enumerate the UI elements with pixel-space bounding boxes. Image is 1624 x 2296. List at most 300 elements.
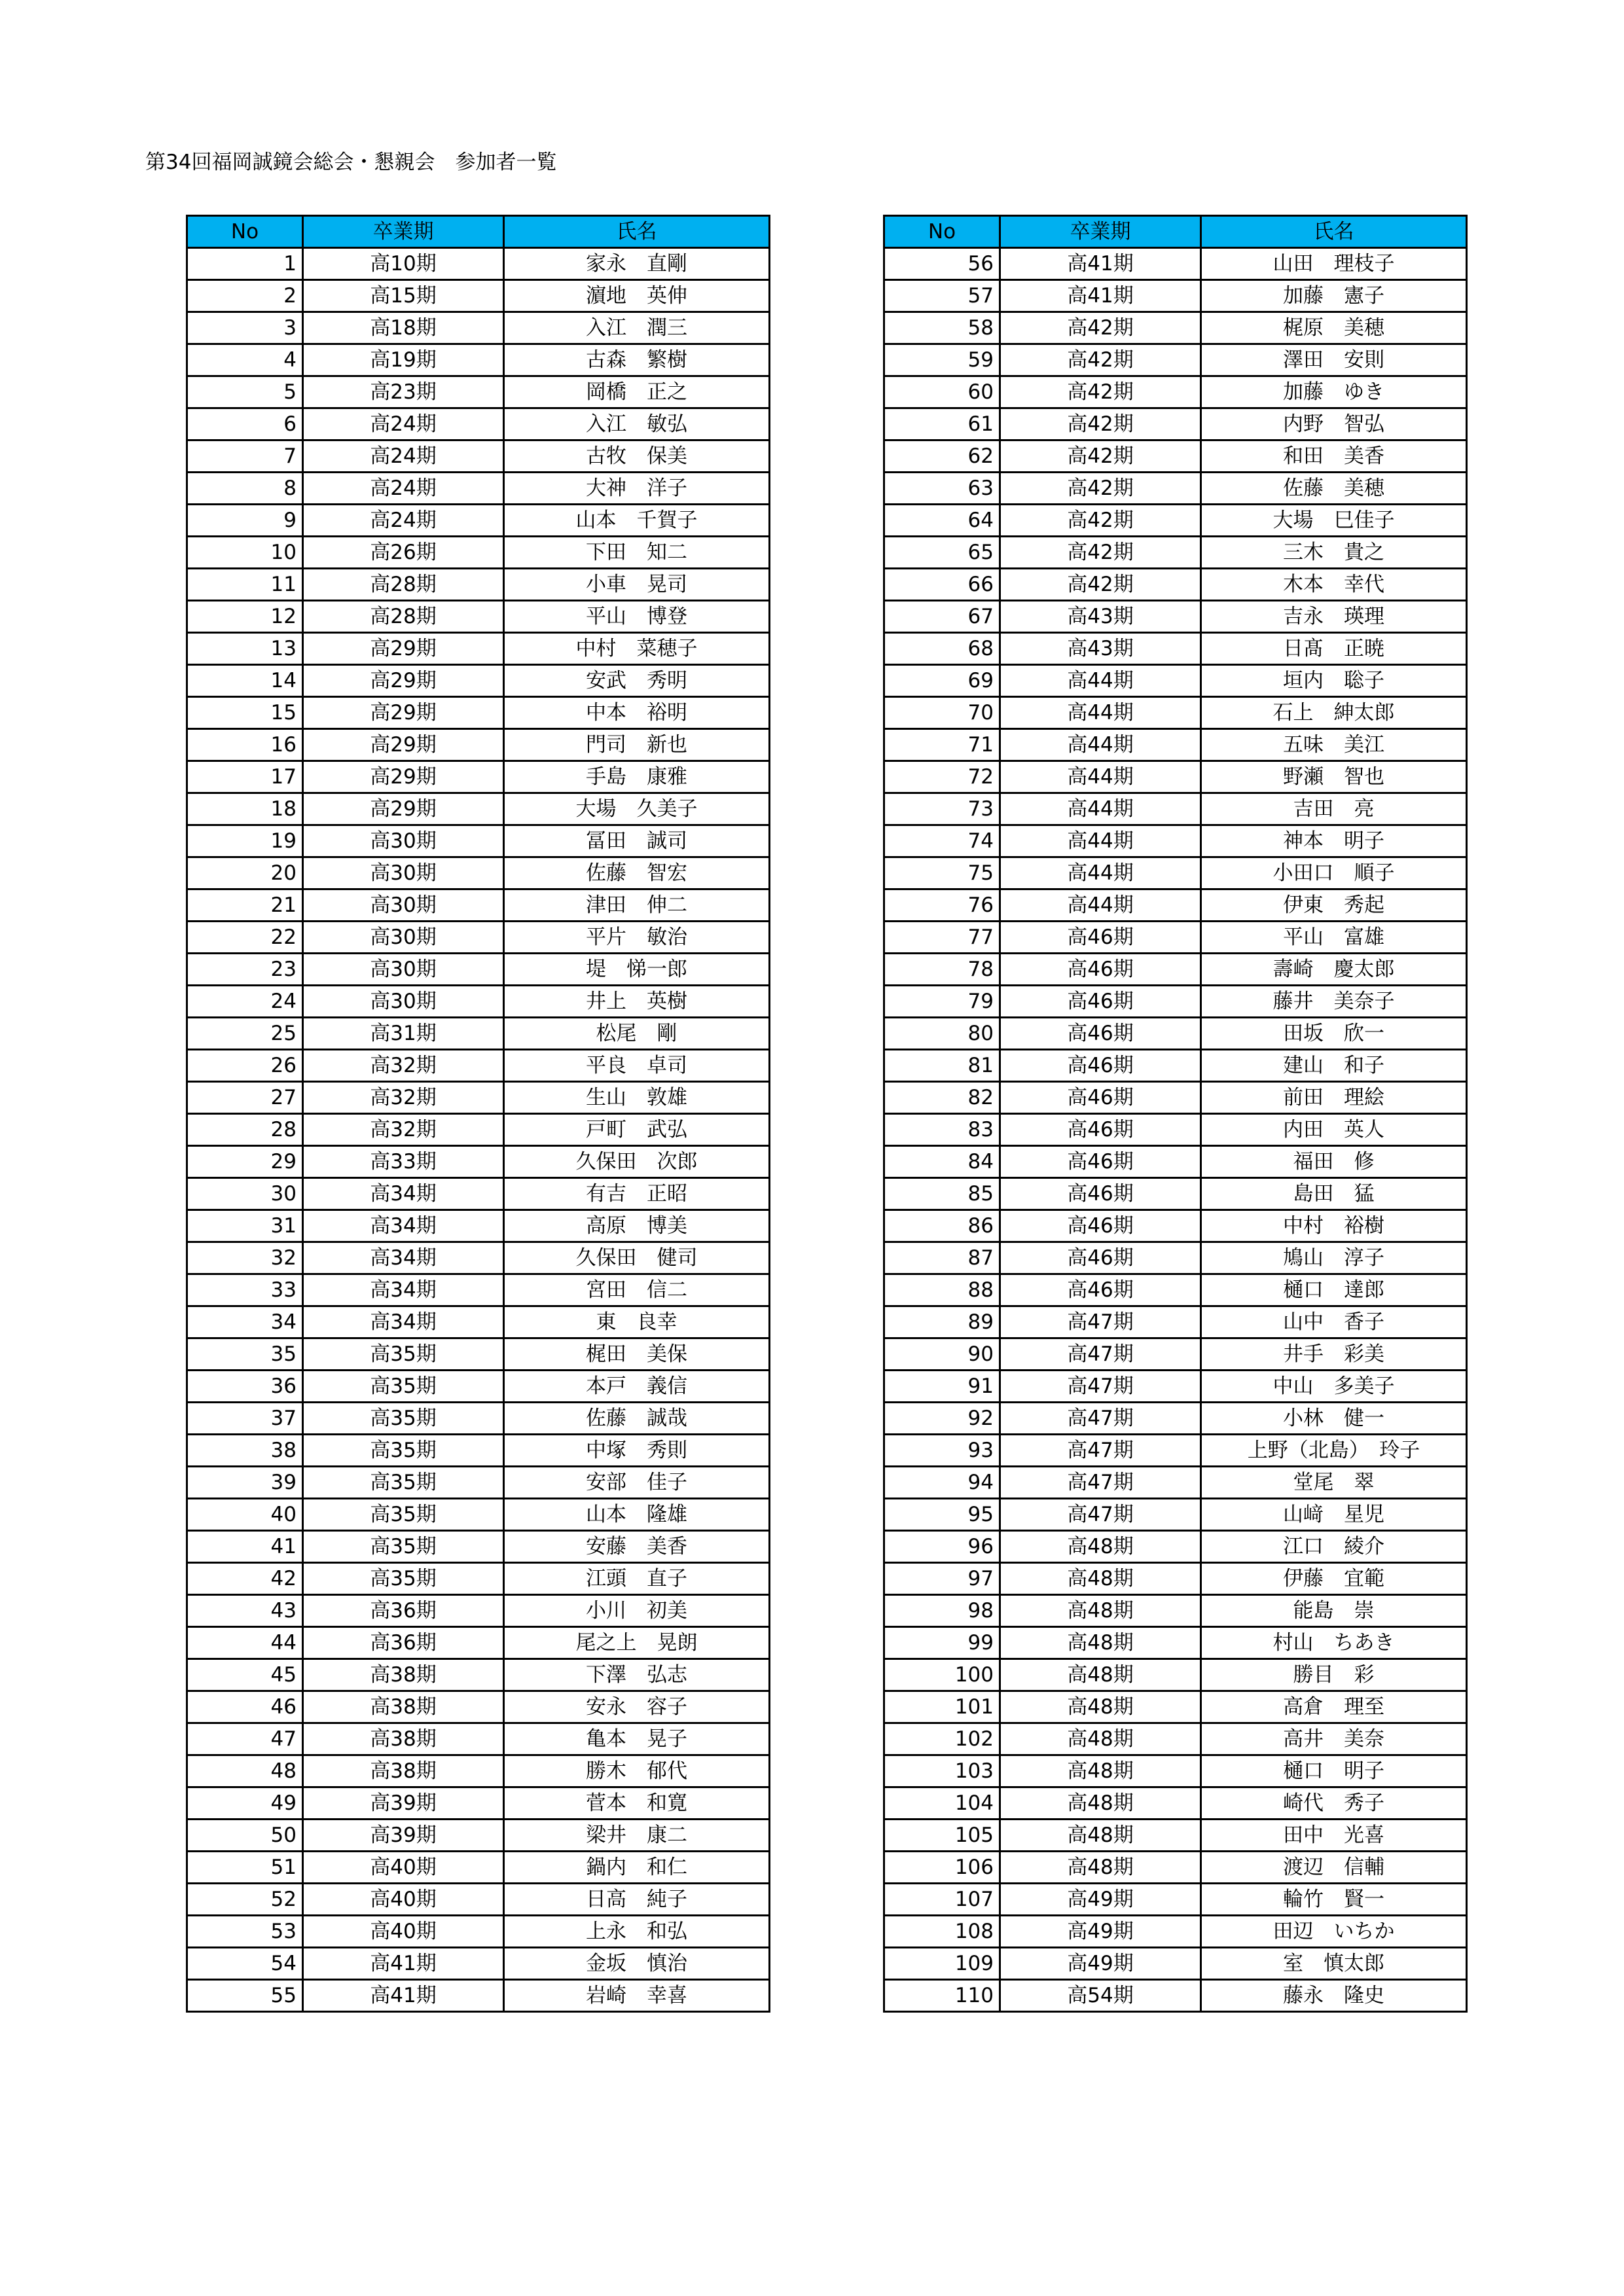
no-cell: 108	[884, 1916, 1000, 1948]
name-cell: 樋口 明子	[1201, 1755, 1467, 1787]
table-row	[884, 793, 1467, 825]
name-cell: 室 慎太郎	[1201, 1948, 1467, 1980]
name-cell: 冨田 誠司	[504, 825, 770, 857]
no-cell: 99	[884, 1627, 1000, 1659]
no-cell: 26	[187, 1050, 303, 1082]
period-cell: 高34期	[303, 1178, 504, 1210]
header-no: No	[884, 216, 1000, 248]
table-row	[884, 1627, 1467, 1659]
no-cell: 37	[187, 1403, 303, 1435]
table-row	[884, 248, 1467, 280]
no-cell: 68	[884, 633, 1000, 665]
table-row	[884, 1242, 1467, 1274]
no-cell: 36	[187, 1371, 303, 1403]
period-cell: 高35期	[303, 1531, 504, 1563]
no-cell: 39	[187, 1467, 303, 1499]
period-cell: 高47期	[1000, 1403, 1201, 1435]
no-cell: 85	[884, 1178, 1000, 1210]
no-cell: 27	[187, 1082, 303, 1114]
no-cell: 107	[884, 1884, 1000, 1916]
no-cell: 31	[187, 1210, 303, 1242]
name-cell: 尾之上 晃朗	[504, 1627, 770, 1659]
name-cell: 中村 菜穂子	[504, 633, 770, 665]
name-cell: 澤田 安則	[1201, 344, 1467, 376]
table-row	[884, 889, 1467, 922]
no-cell: 57	[884, 280, 1000, 312]
no-cell: 65	[884, 537, 1000, 569]
name-cell: 山田 理枝子	[1201, 248, 1467, 280]
table-row	[884, 1018, 1467, 1050]
table-row	[187, 473, 770, 505]
period-cell: 高35期	[303, 1338, 504, 1371]
table-row	[884, 1467, 1467, 1499]
period-cell: 高29期	[303, 697, 504, 729]
name-cell: 福田 修	[1201, 1146, 1467, 1178]
no-cell: 35	[187, 1338, 303, 1371]
name-cell: 島田 猛	[1201, 1178, 1467, 1210]
no-cell: 43	[187, 1595, 303, 1627]
period-cell: 高36期	[303, 1595, 504, 1627]
name-cell: 堂尾 翠	[1201, 1467, 1467, 1499]
no-cell: 72	[884, 761, 1000, 793]
table-row	[187, 248, 770, 280]
table-row	[187, 889, 770, 922]
no-cell: 82	[884, 1082, 1000, 1114]
table-row	[884, 1050, 1467, 1082]
header-name: 氏名	[504, 216, 770, 248]
name-cell: 内野 智弘	[1201, 408, 1467, 440]
table-row	[884, 1306, 1467, 1338]
table-row	[884, 1884, 1467, 1916]
period-cell: 高46期	[1000, 1050, 1201, 1082]
no-cell: 56	[884, 248, 1000, 280]
name-cell: 村山 ちあき	[1201, 1627, 1467, 1659]
period-cell: 高29期	[303, 633, 504, 665]
table-row	[884, 344, 1467, 376]
no-cell: 28	[187, 1114, 303, 1146]
period-cell: 高44期	[1000, 729, 1201, 761]
period-cell: 高26期	[303, 537, 504, 569]
period-cell: 高44期	[1000, 857, 1201, 889]
no-cell: 95	[884, 1499, 1000, 1531]
no-cell: 76	[884, 889, 1000, 922]
table-row	[187, 1467, 770, 1499]
table-row	[187, 1723, 770, 1755]
no-cell: 102	[884, 1723, 1000, 1755]
no-cell: 13	[187, 633, 303, 665]
name-cell: 山本 千賀子	[504, 505, 770, 537]
period-cell: 高47期	[1000, 1467, 1201, 1499]
period-cell: 高46期	[1000, 922, 1201, 954]
table-row	[187, 1435, 770, 1467]
no-cell: 25	[187, 1018, 303, 1050]
table-row	[884, 569, 1467, 601]
table-row	[884, 1371, 1467, 1403]
period-cell: 高35期	[303, 1435, 504, 1467]
name-cell: 佐藤 智宏	[504, 857, 770, 889]
period-cell: 高40期	[303, 1884, 504, 1916]
table-row	[187, 665, 770, 697]
table-row	[187, 1852, 770, 1884]
name-cell: 崎代 秀子	[1201, 1787, 1467, 1820]
period-cell: 高48期	[1000, 1627, 1201, 1659]
table-row	[187, 569, 770, 601]
name-cell: 平片 敏治	[504, 922, 770, 954]
period-cell: 高48期	[1000, 1755, 1201, 1787]
name-cell: 梁井 康二	[504, 1820, 770, 1852]
table-row	[187, 1338, 770, 1371]
name-cell: 古牧 保美	[504, 440, 770, 473]
period-cell: 高48期	[1000, 1595, 1201, 1627]
period-cell: 高44期	[1000, 889, 1201, 922]
table-row	[884, 729, 1467, 761]
name-cell: 前田 理絵	[1201, 1082, 1467, 1114]
period-cell: 高42期	[1000, 312, 1201, 344]
no-cell: 60	[884, 376, 1000, 408]
name-cell: 勝木 郁代	[504, 1755, 770, 1787]
name-cell: 大神 洋子	[504, 473, 770, 505]
name-cell: 藤永 隆史	[1201, 1980, 1467, 2012]
no-cell: 109	[884, 1948, 1000, 1980]
name-cell: 高倉 理至	[1201, 1691, 1467, 1723]
name-cell: 堤 悌一郎	[504, 954, 770, 986]
no-cell: 98	[884, 1595, 1000, 1627]
period-cell: 高15期	[303, 280, 504, 312]
period-cell: 高42期	[1000, 376, 1201, 408]
name-cell: 上永 和弘	[504, 1916, 770, 1948]
no-cell: 29	[187, 1146, 303, 1178]
period-cell: 高42期	[1000, 473, 1201, 505]
name-cell: 内田 英人	[1201, 1114, 1467, 1146]
header-name: 氏名	[1201, 216, 1467, 248]
table-row	[187, 954, 770, 986]
name-cell: 野瀬 智也	[1201, 761, 1467, 793]
period-cell: 高42期	[1000, 537, 1201, 569]
name-cell: 家永 直剛	[504, 248, 770, 280]
period-cell: 高34期	[303, 1274, 504, 1306]
period-cell: 高47期	[1000, 1306, 1201, 1338]
no-cell: 89	[884, 1306, 1000, 1338]
period-cell: 高31期	[303, 1018, 504, 1050]
table-row	[187, 1531, 770, 1563]
table-row	[884, 376, 1467, 408]
period-cell: 高35期	[303, 1403, 504, 1435]
name-cell: 下澤 弘志	[504, 1659, 770, 1691]
name-cell: 平山 富雄	[1201, 922, 1467, 954]
period-cell: 高46期	[1000, 1210, 1201, 1242]
table-row	[884, 1210, 1467, 1242]
period-cell: 高46期	[1000, 1274, 1201, 1306]
table-row	[884, 473, 1467, 505]
period-cell: 高44期	[1000, 697, 1201, 729]
period-cell: 高42期	[1000, 569, 1201, 601]
name-cell: 梶原 美穂	[1201, 312, 1467, 344]
period-cell: 高42期	[1000, 440, 1201, 473]
no-cell: 17	[187, 761, 303, 793]
name-cell: 井手 彩美	[1201, 1338, 1467, 1371]
table-row	[884, 954, 1467, 986]
no-cell: 67	[884, 601, 1000, 633]
no-cell: 71	[884, 729, 1000, 761]
name-cell: 中山 多美子	[1201, 1371, 1467, 1403]
no-cell: 52	[187, 1884, 303, 1916]
name-cell: 田中 光喜	[1201, 1820, 1467, 1852]
name-cell: 和田 美香	[1201, 440, 1467, 473]
name-cell: 金坂 慎治	[504, 1948, 770, 1980]
table-row	[187, 601, 770, 633]
table-row	[884, 601, 1467, 633]
name-cell: 田坂 欣一	[1201, 1018, 1467, 1050]
no-cell: 48	[187, 1755, 303, 1787]
table-row	[884, 633, 1467, 665]
period-cell: 高42期	[1000, 505, 1201, 537]
no-cell: 44	[187, 1627, 303, 1659]
table-row	[884, 1820, 1467, 1852]
no-cell: 92	[884, 1403, 1000, 1435]
table-row	[884, 857, 1467, 889]
no-cell: 3	[187, 312, 303, 344]
no-cell: 22	[187, 922, 303, 954]
table-row	[187, 1114, 770, 1146]
period-cell: 高33期	[303, 1146, 504, 1178]
name-cell: 上野（北島） 玲子	[1201, 1435, 1467, 1467]
name-cell: 平山 博登	[504, 601, 770, 633]
period-cell: 高40期	[303, 1916, 504, 1948]
period-cell: 高38期	[303, 1659, 504, 1691]
table-row	[884, 1755, 1467, 1787]
no-cell: 8	[187, 473, 303, 505]
no-cell: 58	[884, 312, 1000, 344]
no-cell: 21	[187, 889, 303, 922]
table-row	[187, 729, 770, 761]
no-cell: 66	[884, 569, 1000, 601]
document-title: 第34回福岡誠鏡会総会・懇親会 参加者一覧	[145, 151, 557, 174]
name-cell: 伊東 秀起	[1201, 889, 1467, 922]
no-cell: 80	[884, 1018, 1000, 1050]
name-cell: 岩崎 幸喜	[504, 1980, 770, 2012]
table-row	[187, 1595, 770, 1627]
no-cell: 51	[187, 1852, 303, 1884]
table-row	[187, 697, 770, 729]
period-cell: 高46期	[1000, 1018, 1201, 1050]
table-row	[884, 1852, 1467, 1884]
no-cell: 106	[884, 1852, 1000, 1884]
period-cell: 高24期	[303, 473, 504, 505]
name-cell: 日高 純子	[504, 1884, 770, 1916]
table-row	[187, 793, 770, 825]
no-cell: 47	[187, 1723, 303, 1755]
period-cell: 高38期	[303, 1755, 504, 1787]
name-cell: 小車 晃司	[504, 569, 770, 601]
table-row	[187, 505, 770, 537]
table-row	[187, 1820, 770, 1852]
table-row	[187, 761, 770, 793]
name-cell: 小田口 順子	[1201, 857, 1467, 889]
participant-table-left	[186, 215, 770, 2013]
period-cell: 高29期	[303, 729, 504, 761]
period-cell: 高24期	[303, 408, 504, 440]
name-cell: 安武 秀明	[504, 665, 770, 697]
period-cell: 高54期	[1000, 1980, 1201, 2012]
name-cell: 安部 佳子	[504, 1467, 770, 1499]
period-cell: 高48期	[1000, 1852, 1201, 1884]
name-cell: 門司 新也	[504, 729, 770, 761]
name-cell: 江頭 直子	[504, 1563, 770, 1595]
name-cell: 戸町 武弘	[504, 1114, 770, 1146]
period-cell: 高29期	[303, 761, 504, 793]
name-cell: 中村 裕樹	[1201, 1210, 1467, 1242]
name-cell: 日髙 正暁	[1201, 633, 1467, 665]
no-cell: 6	[187, 408, 303, 440]
name-cell: 加藤 ゆき	[1201, 376, 1467, 408]
table-row	[187, 1274, 770, 1306]
table-row	[187, 1050, 770, 1082]
period-cell: 高24期	[303, 505, 504, 537]
period-cell: 高46期	[1000, 1178, 1201, 1210]
period-cell: 高44期	[1000, 665, 1201, 697]
name-cell: 亀本 晃子	[504, 1723, 770, 1755]
no-cell: 104	[884, 1787, 1000, 1820]
no-cell: 53	[187, 1916, 303, 1948]
period-cell: 高39期	[303, 1787, 504, 1820]
no-cell: 59	[884, 344, 1000, 376]
no-cell: 42	[187, 1563, 303, 1595]
period-cell: 高41期	[1000, 248, 1201, 280]
table-row	[187, 1178, 770, 1210]
name-cell: 大場 巳佳子	[1201, 505, 1467, 537]
no-cell: 2	[187, 280, 303, 312]
name-cell: 津田 伸二	[504, 889, 770, 922]
period-cell: 高48期	[1000, 1531, 1201, 1563]
no-cell: 38	[187, 1435, 303, 1467]
period-cell: 高38期	[303, 1723, 504, 1755]
name-cell: 有吉 正昭	[504, 1178, 770, 1210]
table-row	[884, 1178, 1467, 1210]
table-row	[884, 280, 1467, 312]
no-cell: 88	[884, 1274, 1000, 1306]
name-cell: 高井 美奈	[1201, 1723, 1467, 1755]
name-cell: 小林 健一	[1201, 1403, 1467, 1435]
table-row	[884, 1531, 1467, 1563]
table-row	[187, 1242, 770, 1274]
table-row	[884, 1595, 1467, 1627]
name-cell: 建山 和子	[1201, 1050, 1467, 1082]
table-row	[187, 633, 770, 665]
table-row	[187, 1563, 770, 1595]
table-row	[187, 537, 770, 569]
no-cell: 77	[884, 922, 1000, 954]
table-row	[187, 1210, 770, 1242]
period-cell: 高48期	[1000, 1820, 1201, 1852]
period-cell: 高35期	[303, 1499, 504, 1531]
no-cell: 70	[884, 697, 1000, 729]
name-cell: 藤井 美奈子	[1201, 986, 1467, 1018]
name-cell: 木本 幸代	[1201, 569, 1467, 601]
table-row	[884, 312, 1467, 344]
period-cell: 高35期	[303, 1563, 504, 1595]
no-cell: 1	[187, 248, 303, 280]
table-row	[187, 344, 770, 376]
period-cell: 高46期	[1000, 954, 1201, 986]
name-cell: 大場 久美子	[504, 793, 770, 825]
period-cell: 高48期	[1000, 1659, 1201, 1691]
period-cell: 高28期	[303, 601, 504, 633]
no-cell: 81	[884, 1050, 1000, 1082]
period-cell: 高36期	[303, 1627, 504, 1659]
period-cell: 高35期	[303, 1371, 504, 1403]
period-cell: 高47期	[1000, 1435, 1201, 1467]
table-row	[884, 1403, 1467, 1435]
period-cell: 高49期	[1000, 1916, 1201, 1948]
name-cell: 岡橋 正之	[504, 376, 770, 408]
no-cell: 86	[884, 1210, 1000, 1242]
no-cell: 32	[187, 1242, 303, 1274]
no-cell: 54	[187, 1948, 303, 1980]
table-row	[884, 408, 1467, 440]
name-cell: 山本 隆雄	[504, 1499, 770, 1531]
no-cell: 49	[187, 1787, 303, 1820]
table-body-left	[187, 248, 770, 2012]
no-cell: 105	[884, 1820, 1000, 1852]
table-row	[187, 1884, 770, 1916]
table-row	[187, 857, 770, 889]
no-cell: 30	[187, 1178, 303, 1210]
no-cell: 9	[187, 505, 303, 537]
no-cell: 55	[187, 1980, 303, 2012]
name-cell: 五味 美江	[1201, 729, 1467, 761]
period-cell: 高39期	[303, 1820, 504, 1852]
name-cell: 佐藤 美穂	[1201, 473, 1467, 505]
period-cell: 高49期	[1000, 1884, 1201, 1916]
header-period: 卒業期	[1000, 216, 1201, 248]
name-cell: 中塚 秀則	[504, 1435, 770, 1467]
name-cell: 入江 敏弘	[504, 408, 770, 440]
no-cell: 4	[187, 344, 303, 376]
no-cell: 7	[187, 440, 303, 473]
period-cell: 高32期	[303, 1114, 504, 1146]
period-cell: 高47期	[1000, 1371, 1201, 1403]
period-cell: 高43期	[1000, 601, 1201, 633]
no-cell: 74	[884, 825, 1000, 857]
table-row	[884, 922, 1467, 954]
table-row	[884, 1691, 1467, 1723]
no-cell: 83	[884, 1114, 1000, 1146]
name-cell: 輪竹 賢一	[1201, 1884, 1467, 1916]
period-cell: 高46期	[1000, 1114, 1201, 1146]
name-cell: 加藤 憲子	[1201, 280, 1467, 312]
table-row	[187, 922, 770, 954]
no-cell: 11	[187, 569, 303, 601]
period-cell: 高41期	[303, 1948, 504, 1980]
name-cell: 吉永 瑛理	[1201, 601, 1467, 633]
no-cell: 10	[187, 537, 303, 569]
name-cell: 高原 博美	[504, 1210, 770, 1242]
period-cell: 高28期	[303, 569, 504, 601]
name-cell: 菅本 和寛	[504, 1787, 770, 1820]
name-cell: 江口 綾介	[1201, 1531, 1467, 1563]
no-cell: 41	[187, 1531, 303, 1563]
no-cell: 94	[884, 1467, 1000, 1499]
name-cell: 東 良幸	[504, 1306, 770, 1338]
table-row	[187, 1306, 770, 1338]
name-cell: 能島 崇	[1201, 1595, 1467, 1627]
no-cell: 45	[187, 1659, 303, 1691]
name-cell: 松尾 剛	[504, 1018, 770, 1050]
no-cell: 93	[884, 1435, 1000, 1467]
table-row	[187, 376, 770, 408]
name-cell: 佐藤 誠哉	[504, 1403, 770, 1435]
no-cell: 78	[884, 954, 1000, 986]
